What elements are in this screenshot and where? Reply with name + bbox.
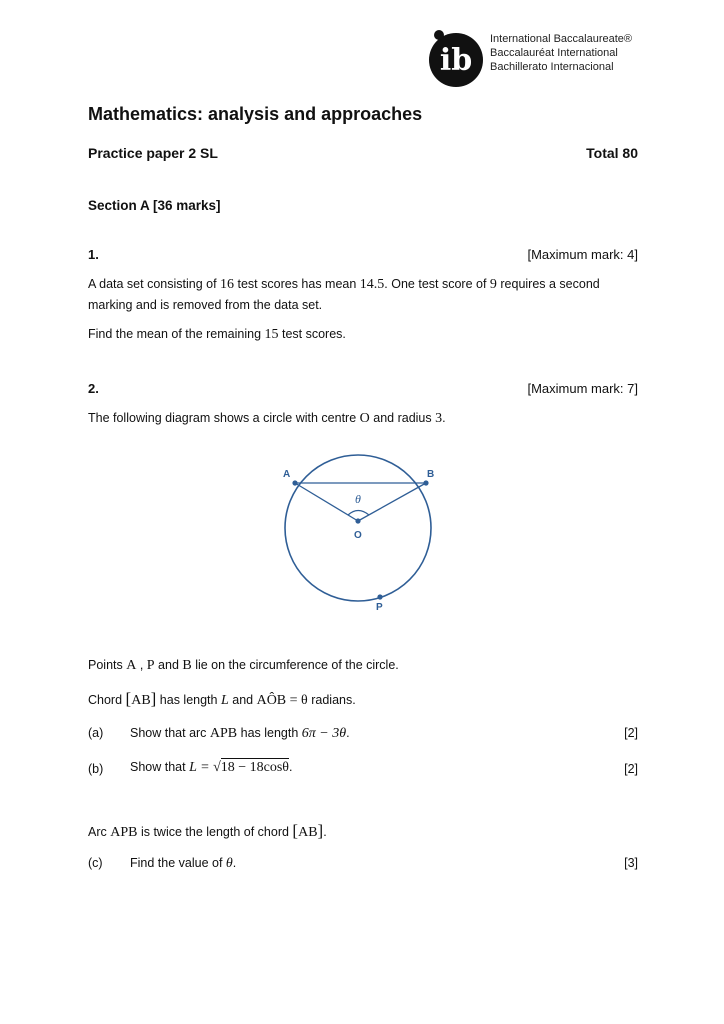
part-b-label: (b) bbox=[88, 762, 104, 776]
part-c-label: (c) bbox=[88, 856, 103, 870]
sqrt-sign: √ bbox=[213, 760, 221, 775]
circle bbox=[285, 455, 431, 601]
angle-arc bbox=[348, 511, 369, 516]
page-title: Mathematics: analysis and approaches bbox=[88, 104, 423, 124]
logo-line-2: Baccalauréat International bbox=[490, 47, 618, 59]
part-c-mark: [3] bbox=[624, 856, 638, 870]
total-marks: Total 80 bbox=[586, 145, 638, 161]
label-o: O bbox=[354, 530, 362, 541]
question-2-number: 2. bbox=[88, 381, 99, 396]
question-2-intro: The following diagram shows a circle with centre O and radius 3. bbox=[88, 411, 446, 426]
paper-name: Practice paper 2 SL bbox=[88, 145, 218, 161]
point-a bbox=[292, 480, 297, 485]
point-o bbox=[355, 518, 360, 523]
question-2-points-text: Points A , P and B lie on the circumference of the circle. bbox=[88, 658, 399, 673]
part-b-text: Show that L = √18 − 18cosθ. bbox=[130, 760, 293, 775]
question-1-line-2: marking and is removed from the data set. bbox=[88, 298, 323, 312]
ib-logo-text: ib bbox=[439, 43, 473, 78]
label-a: A bbox=[283, 469, 291, 480]
logo-line-1: International Baccalaureate® bbox=[490, 33, 633, 45]
label-b: B bbox=[427, 469, 435, 480]
question-1-text bbox=[88, 274, 640, 316]
ib-logo-mark bbox=[424, 26, 484, 88]
question-1-number: 1. bbox=[88, 247, 99, 262]
radius-ob bbox=[358, 483, 426, 521]
circle-diagram bbox=[270, 442, 450, 622]
part-c-text: Find the value of θ. bbox=[130, 856, 237, 871]
part-a-label: (a) bbox=[88, 726, 104, 740]
sqrt-body: 18 − 18cosθ bbox=[220, 760, 290, 775]
question-2-chord-text: Chord [AB] has length L and AÔB = θ radians. bbox=[88, 689, 356, 708]
question-1-line-1: A data set consisting of 16 test scores has mean 14.5. One test score of 9 requires a second bbox=[88, 277, 600, 292]
point-b bbox=[423, 480, 428, 485]
logo-line-3: Bachillerato Internacional bbox=[490, 61, 614, 73]
part-a-mark: [2] bbox=[624, 726, 638, 740]
part-a-text: Show that arc APB has length 6π − 3θ. bbox=[130, 726, 350, 741]
question-1-max-mark: [Maximum mark: 4] bbox=[527, 247, 638, 262]
ib-logo bbox=[424, 26, 654, 88]
label-theta: θ bbox=[355, 492, 361, 506]
ib-logo-wordmark bbox=[490, 32, 632, 74]
question-2-max-mark: [Maximum mark: 7] bbox=[527, 381, 638, 396]
question-1-instruction: Find the mean of the remaining 15 test scores. bbox=[88, 327, 346, 342]
section-heading: Section A [36 marks] bbox=[88, 198, 221, 213]
label-p: P bbox=[376, 602, 383, 613]
point-p bbox=[377, 594, 382, 599]
question-2-arc-text: Arc APB is twice the length of chord [AB]. bbox=[88, 821, 327, 840]
part-b-mark: [2] bbox=[624, 762, 638, 776]
